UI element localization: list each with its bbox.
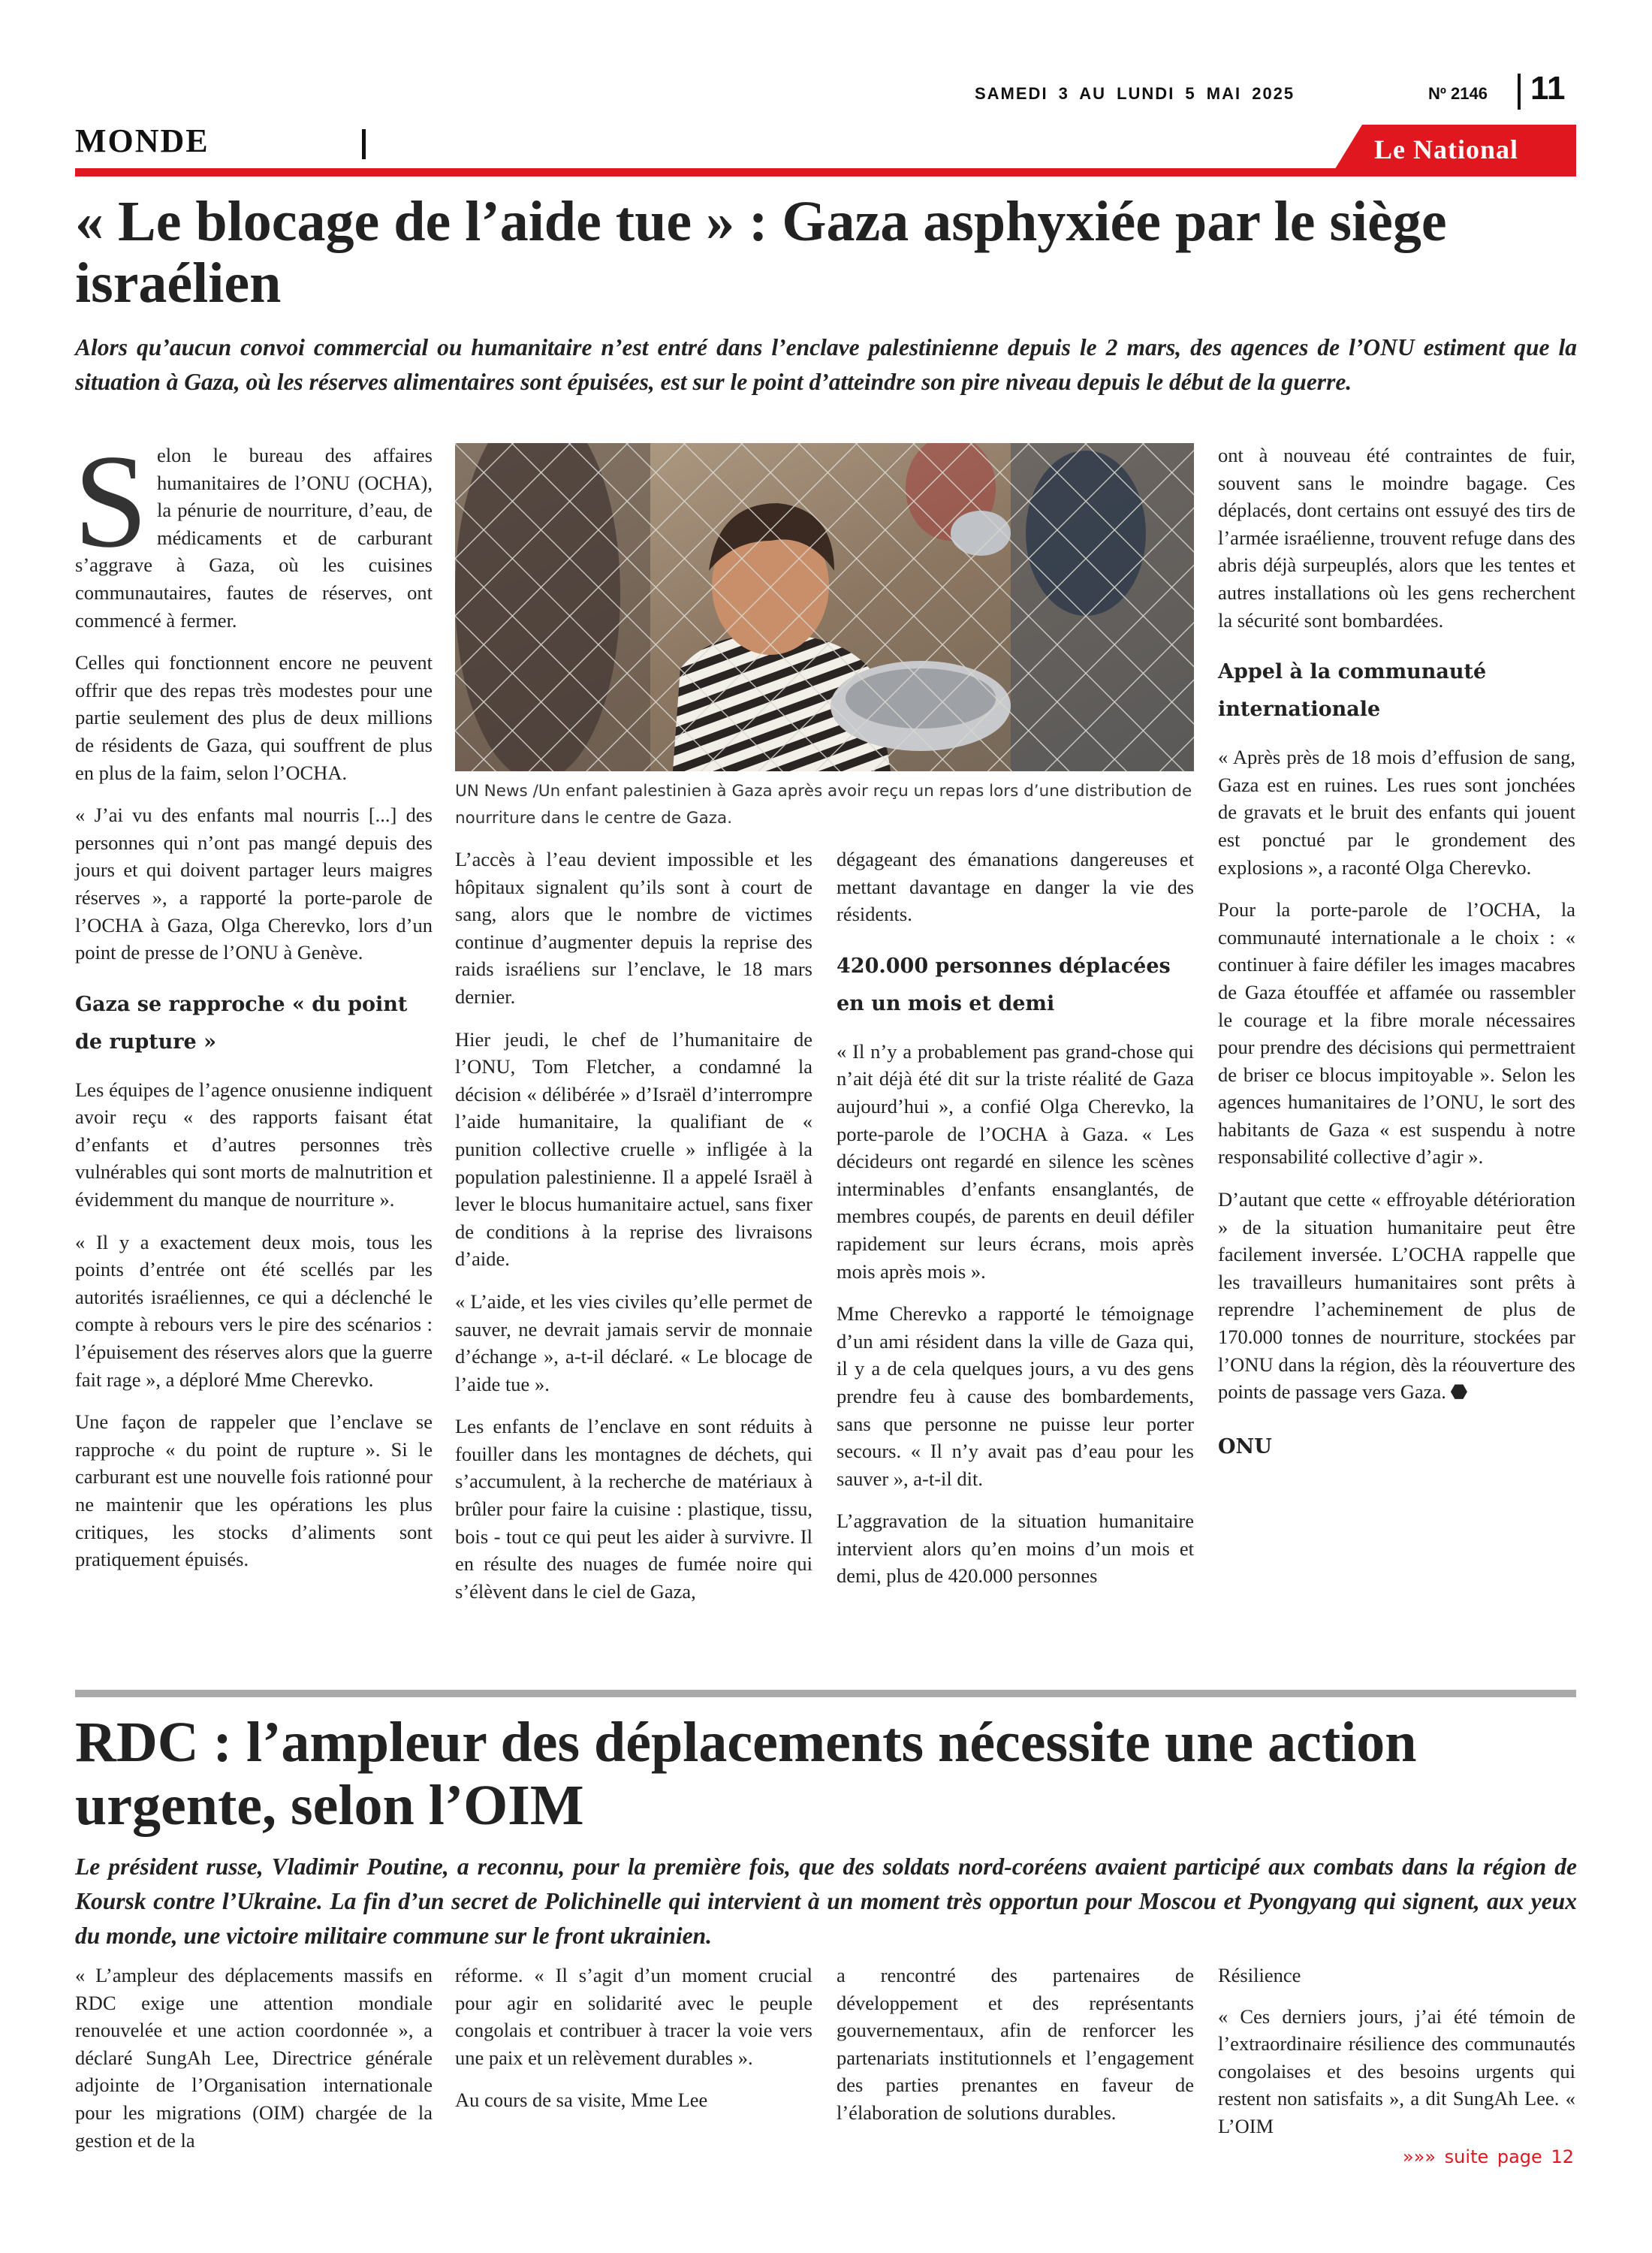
article1-col3-p3: Mme Cherevko a rapporté le témoignage d’un ami résident dans la ville de Gaza qui, il y a de cela quelques jours, a vu des gens prendre feu à cause des bombardements, sans que personne ne puisse leur porter secours. « Il n’y avait pas d’eau pour les sauver », a-t-il dit.	[837, 1302, 1194, 1490]
page-number: 11	[1530, 70, 1566, 107]
article2-col1-p1: « L’ampleur des déplacements massifs en RDC exige une attention mondiale renouvelée et une action coordonnée », a déclaré SungAh Lee, Directrice générale adjointe de l’Organisation internationale pour les migrations (OIM) chargée de la gestion et de la	[75, 1964, 433, 2152]
article1-column-3	[837, 846, 1194, 1590]
article2-col3-p1: a rencontré des partenaires de développement et des représentants gouvernementaux, afin de renforcer les partenariats institutionnels et l’engagement des parties prenantes en faveur de l’élaboration de solutions durables.	[837, 1964, 1194, 2124]
subheading-displaced: 420.000 personnes déplacées en un mois et demi	[837, 954, 1171, 1015]
article1-col2-p4: Les enfants de l’enclave en sont réduits à fouiller dans les montagnes de déchets, qui s’accumulent, à la recherche de matériaux à brûler pour faire la cuisine : plastique, tissu, bois - tout ce qui peut les aider à survivre. Il en résulte des nuages de fumée noire qui s’élèvent dans le ciel de Gaza,	[455, 1415, 812, 1603]
article1-column-4	[1218, 442, 1575, 1481]
subheading-resilience: Résilience	[1218, 1964, 1301, 1986]
article1-col1-p6: Une façon de rappeler que l’enclave se rapproche « du point de rupture ». Si le carburant est une nouvelle fois rationné pour ne maintenir que les opérations les plus critiques, les stocks d’aliments sont pratiquement épuisés.	[75, 1410, 433, 1571]
continued-link[interactable]: »»» suite page 12	[1403, 2146, 1574, 2167]
article1-col2-p2: Hier jeudi, le chef de l’humanitaire de l’ONU, Tom Fletcher, a condamné la décision « délibérée » d’Israël d’interrompre l’aide humanitaire, la qualifiant de « punition collective cruelle » infligée à la population palestinienne. Il a appelé Israël à lever le blocus humanitaire actuel, sans fixer de conditions à la reprise des livraisons d’aide.	[455, 1027, 812, 1271]
article2-col4-p1: « Ces derniers jours, j’ai été témoin de l’extraordinaire résilience des communautés congolaises et des besoins urgents qui restent non satisfaits », a dit SungAh Lee. « L’OIM	[1218, 2004, 1575, 2137]
article1-col1-p1	[74, 427, 433, 634]
article2-column-2	[455, 1962, 812, 2114]
issue-date: SAMEDI 3 AU LUNDI 5 MAI 2025	[975, 84, 1295, 103]
article1-col4-p2: « Après près de 18 mois d’effusion de sang, Gaza est en ruines. Les rues sont jonchées de gravats et le bruit des enfants qui jouent est ponctué par le grondement des explosions », a raconté Olga Cherevko.	[1218, 746, 1575, 879]
article1-signature: ONU	[1218, 1434, 1272, 1458]
article2-col2-p2: Au cours de sa visite, Mme Lee	[455, 2089, 708, 2112]
drop-cap: S	[74, 427, 148, 575]
article1-col3-p2: « Il n’y a probablement pas grand-chose qui n’ait déjà été dit sur la triste réalité de Gaza aujourd’hui », a confié Olga Cherevko, la porte-parole de l’OCHA à Gaza. « Les décideurs ont regardé en silence les scènes interminables d’enfants ensanglantés, de membres coupés, de parents en deuil défiler rapidement sur leurs écrans, mois après mois après mois ».	[837, 1039, 1194, 1283]
article1-col2-p1: L’accès à l’eau devient impossible et les hôpitaux signalent qu’ils sont à court de sang, alors que le nombre de victimes continue d’augmenter depuis la reprise des raids israéliens sur l’enclave, le 18 mars dernier.	[455, 848, 812, 1008]
article2-col2-p1: réforme. « Il s’agit d’un moment crucial pour agir en solidarité avec le peuple congolais et contribuer à tracer la voie vers une paix et un relèvement durables ».	[455, 1964, 812, 2069]
article1-col3-p4: L’aggravation de la situation humanitaire intervient alors qu’en moins d’un mois et demi, plus de 420.000 personnes	[837, 1510, 1194, 1588]
article1-photo	[455, 443, 1194, 771]
article1-col2-p3: « L’aide, et les vies civiles qu’elle permet de sauver, ne devrait jamais servir de monnaie d’échange », a-t-il déclaré. « Le blocage de l’aide tue ».	[455, 1289, 812, 1395]
article1-deck: Alors qu’aucun convoi commercial ou humanitaire n’est entré dans l’enclave palestinienne depuis le 2 mars, des agences de l’ONU estiment que la situation à Gaza, où les réserves alimentaires sont épuisées, est sur le point d’atteindre son pire niveau depuis le début de la guerre.	[75, 334, 1577, 395]
section-divider	[362, 129, 366, 159]
article2-column-1	[75, 1962, 433, 2154]
article1-col4-p4	[1218, 1186, 1575, 1406]
issue-number: Nº 2146	[1428, 84, 1488, 103]
article2-deck: Le président russe, Vladimir Poutine, a reconnu, pour la première fois, que des soldats nord-coréens avaient participé aux combats dans la région de Koursk contre l’Ukraine. La fin d’un secret de Polichinelle qui intervient à un moment très opportun pour Moscou et Pyongyang qui signent, aux yeux du monde, une victoire militaire commune sur le front ukrainien.	[75, 1853, 1577, 1949]
article1-column-2	[455, 846, 812, 1605]
child-behind-fence-image	[455, 443, 1194, 771]
article1-col1-p3: « J’ai vu des enfants mal nourris [...] des personnes qui n’ont pas mangé depuis des jours et qui doivent partager leurs maigres réserves », a rapporté la porte-parole de l’OCHA à Gaza, Olga Cherevko, lors d’un point de presse de l’ONU à Genève.	[75, 804, 433, 964]
subheading-appeal: Appel à la communauté internationale	[1218, 660, 1487, 722]
article-separator	[75, 1690, 1576, 1697]
article1-column-1	[74, 427, 433, 1573]
article1-col1-p5: « Il y a exactement deux mois, tous les points d’entrée ont été scellés par les autorités israéliennes, ce qui a déclenché le compte à rebours vers le pire des scénarios : l’épuisement des réserves alors que la guerre fait rage », a déploré Mme Cherevko.	[75, 1230, 433, 1391]
article2-column-4	[1218, 1962, 1575, 2140]
article1-headline: « Le blocage de l’aide tue » : Gaza asphyxiée par le siège israélien	[75, 190, 1447, 315]
article1-col4-p1: ont à nouveau été contraintes de fuir, souvent sans le moindre bagage. Ces déplacés, dont certains ont essuyé des tirs de l’armée israélienne, trouvent refuge dans des abris déjà surpeuplés, alors que les tentes et autres installations où les gens recherchent la sécurité sont bombardées.	[1218, 444, 1575, 632]
article1-col1-p4: Les équipes de l’agence onusienne indiquent avoir reçu « des rapports faisant état d’enfants et d’autres personnes très vulnérables qui sont morts de malnutrition et évidemment du manque de nourriture ».	[75, 1078, 433, 1211]
section-title: MONDE	[75, 122, 210, 159]
article1-col1-p1-text: elon le bureau des affaires humanitaires de l’ONU (OCHA), la pénurie de nourriture, d’eau, de médicaments et de carburant s’aggrave à Gaza, où les cuisines communautaires, fautes de réserves, ont commencé à fermer.	[75, 444, 433, 632]
article1-col3-p1: dégageant des émanations dangereuses et mettant davantage en danger la vie des résidents.	[837, 848, 1194, 926]
photo-caption: UN News /Un enfant palestinien à Gaza après avoir reçu un repas lors d’une distribution de nourriture dans le centre de Gaza.	[455, 782, 1192, 828]
article1-col4-p3: Pour la porte-parole de l’OCHA, la communauté internationale a le choix : « continuer à faire défiler les images macabres de Gaza étouffée et affamée ou rassembler le courage et la fibre morale nécessaires pour prendre des décisions qui permettraient de briser ce blocus impitoyable ». Selon les agences humanitaires de l’ONU, le sort des habitants de Gaza « est suspendu à notre responsabilité collective d’agir ».	[1218, 898, 1575, 1169]
article1-col1-p2: Celles qui fonctionnent encore ne peuvent offrir que des repas très modestes pour une partie seulement des plus de deux millions de résidents de Gaza, qui souffrent de plus en plus de la faim, selon l’OCHA.	[75, 651, 433, 784]
article1-col4-p4-text: D’autant que cette « effroyable détérioration » de la situation humanitaire peut être facilement inversée. L’OCHA rappelle que les travailleurs humanitaires sont prêts à reprendre l’acheminement de plus de 170.000 tonnes de nourriture, stockées par l’ONU dans la région, dès la réouverture des points de passage vers Gaza.	[1218, 1188, 1575, 1404]
article2-column-3	[837, 1962, 1194, 2127]
article2-headline: RDC : l’ampleur des déplacements nécessite une action urgente, selon l’OIM	[75, 1711, 1417, 1837]
paper-name: Le National	[1374, 134, 1519, 164]
header-divider	[1518, 74, 1521, 110]
subheading-rupture: Gaza se rapproche « du point de rupture »	[75, 992, 408, 1054]
end-mark-icon	[1451, 1383, 1467, 1400]
